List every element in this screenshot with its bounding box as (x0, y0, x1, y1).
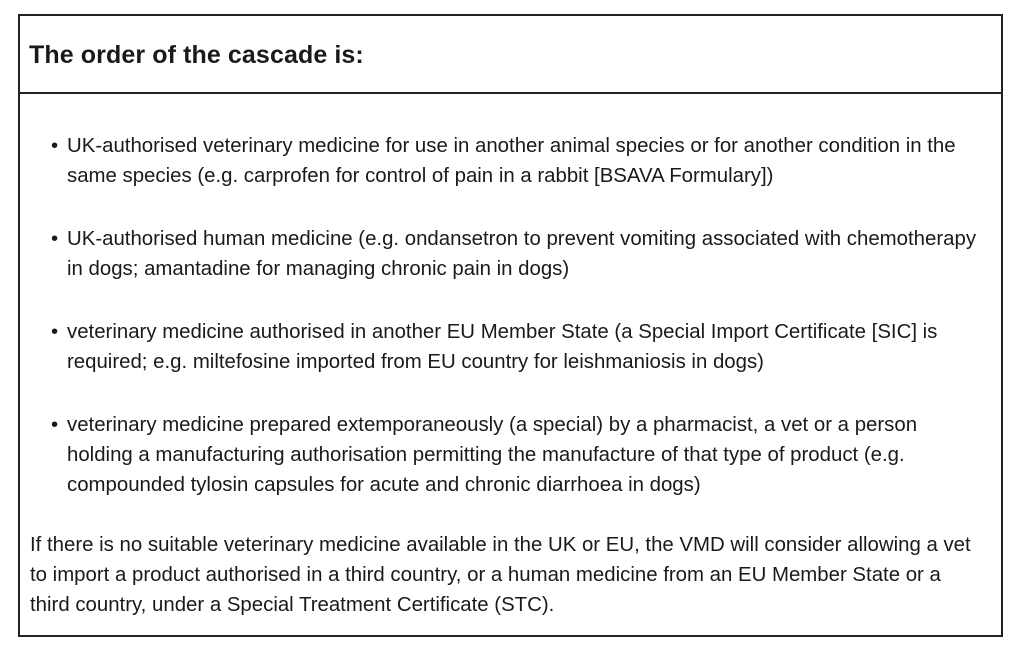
list-item (30, 410, 981, 500)
list-item-text: UK-authorised human medicine (e.g. ondansetron to prevent vomiting associated with chemotherapy in dogs; amantadine for managing chronic pain in dogs) (67, 228, 977, 280)
list-item-text: veterinary medicine prepared extemporaneously (a special) by a pharmacist, a vet or a person holding a manufacturing authorisation permitting the manufacture of that type of product (e.g. compounded tylosin capsules for acute and chronic diarrhoea in dogs) (67, 414, 918, 496)
bullet-icon: • (51, 414, 59, 436)
box-header (20, 16, 1001, 94)
list-item (30, 317, 981, 377)
list-item-text: UK-authorised veterinary medicine for use in another animal species or for another condition in the same species (e.g. carprofen for control of pain in a rabbit [BSAVA Formulary]) (67, 135, 956, 187)
cascade-box (18, 14, 1003, 637)
list-item (30, 224, 981, 284)
bullet-icon: • (51, 228, 59, 250)
box-body (20, 94, 1001, 620)
box-title: The order of the cascade is: (29, 40, 364, 69)
bullet-icon: • (51, 321, 59, 343)
closing-paragraph: If there is no suitable veterinary medicine available in the UK or EU, the VMD will consider allowing a vet to import a product authorised in a third country, or a human medicine from an EU Member State or a third country, under a Special Treatment Certificate (STC). (30, 534, 971, 616)
list-item (30, 131, 981, 191)
list-item-text: veterinary medicine authorised in another EU Member State (a Special Import Certificate [SIC] is required; e.g. miltefosine imported from EU country for leishmaniosis in dogs) (67, 321, 938, 373)
bullet-icon: • (51, 135, 59, 157)
cascade-list (30, 131, 981, 500)
